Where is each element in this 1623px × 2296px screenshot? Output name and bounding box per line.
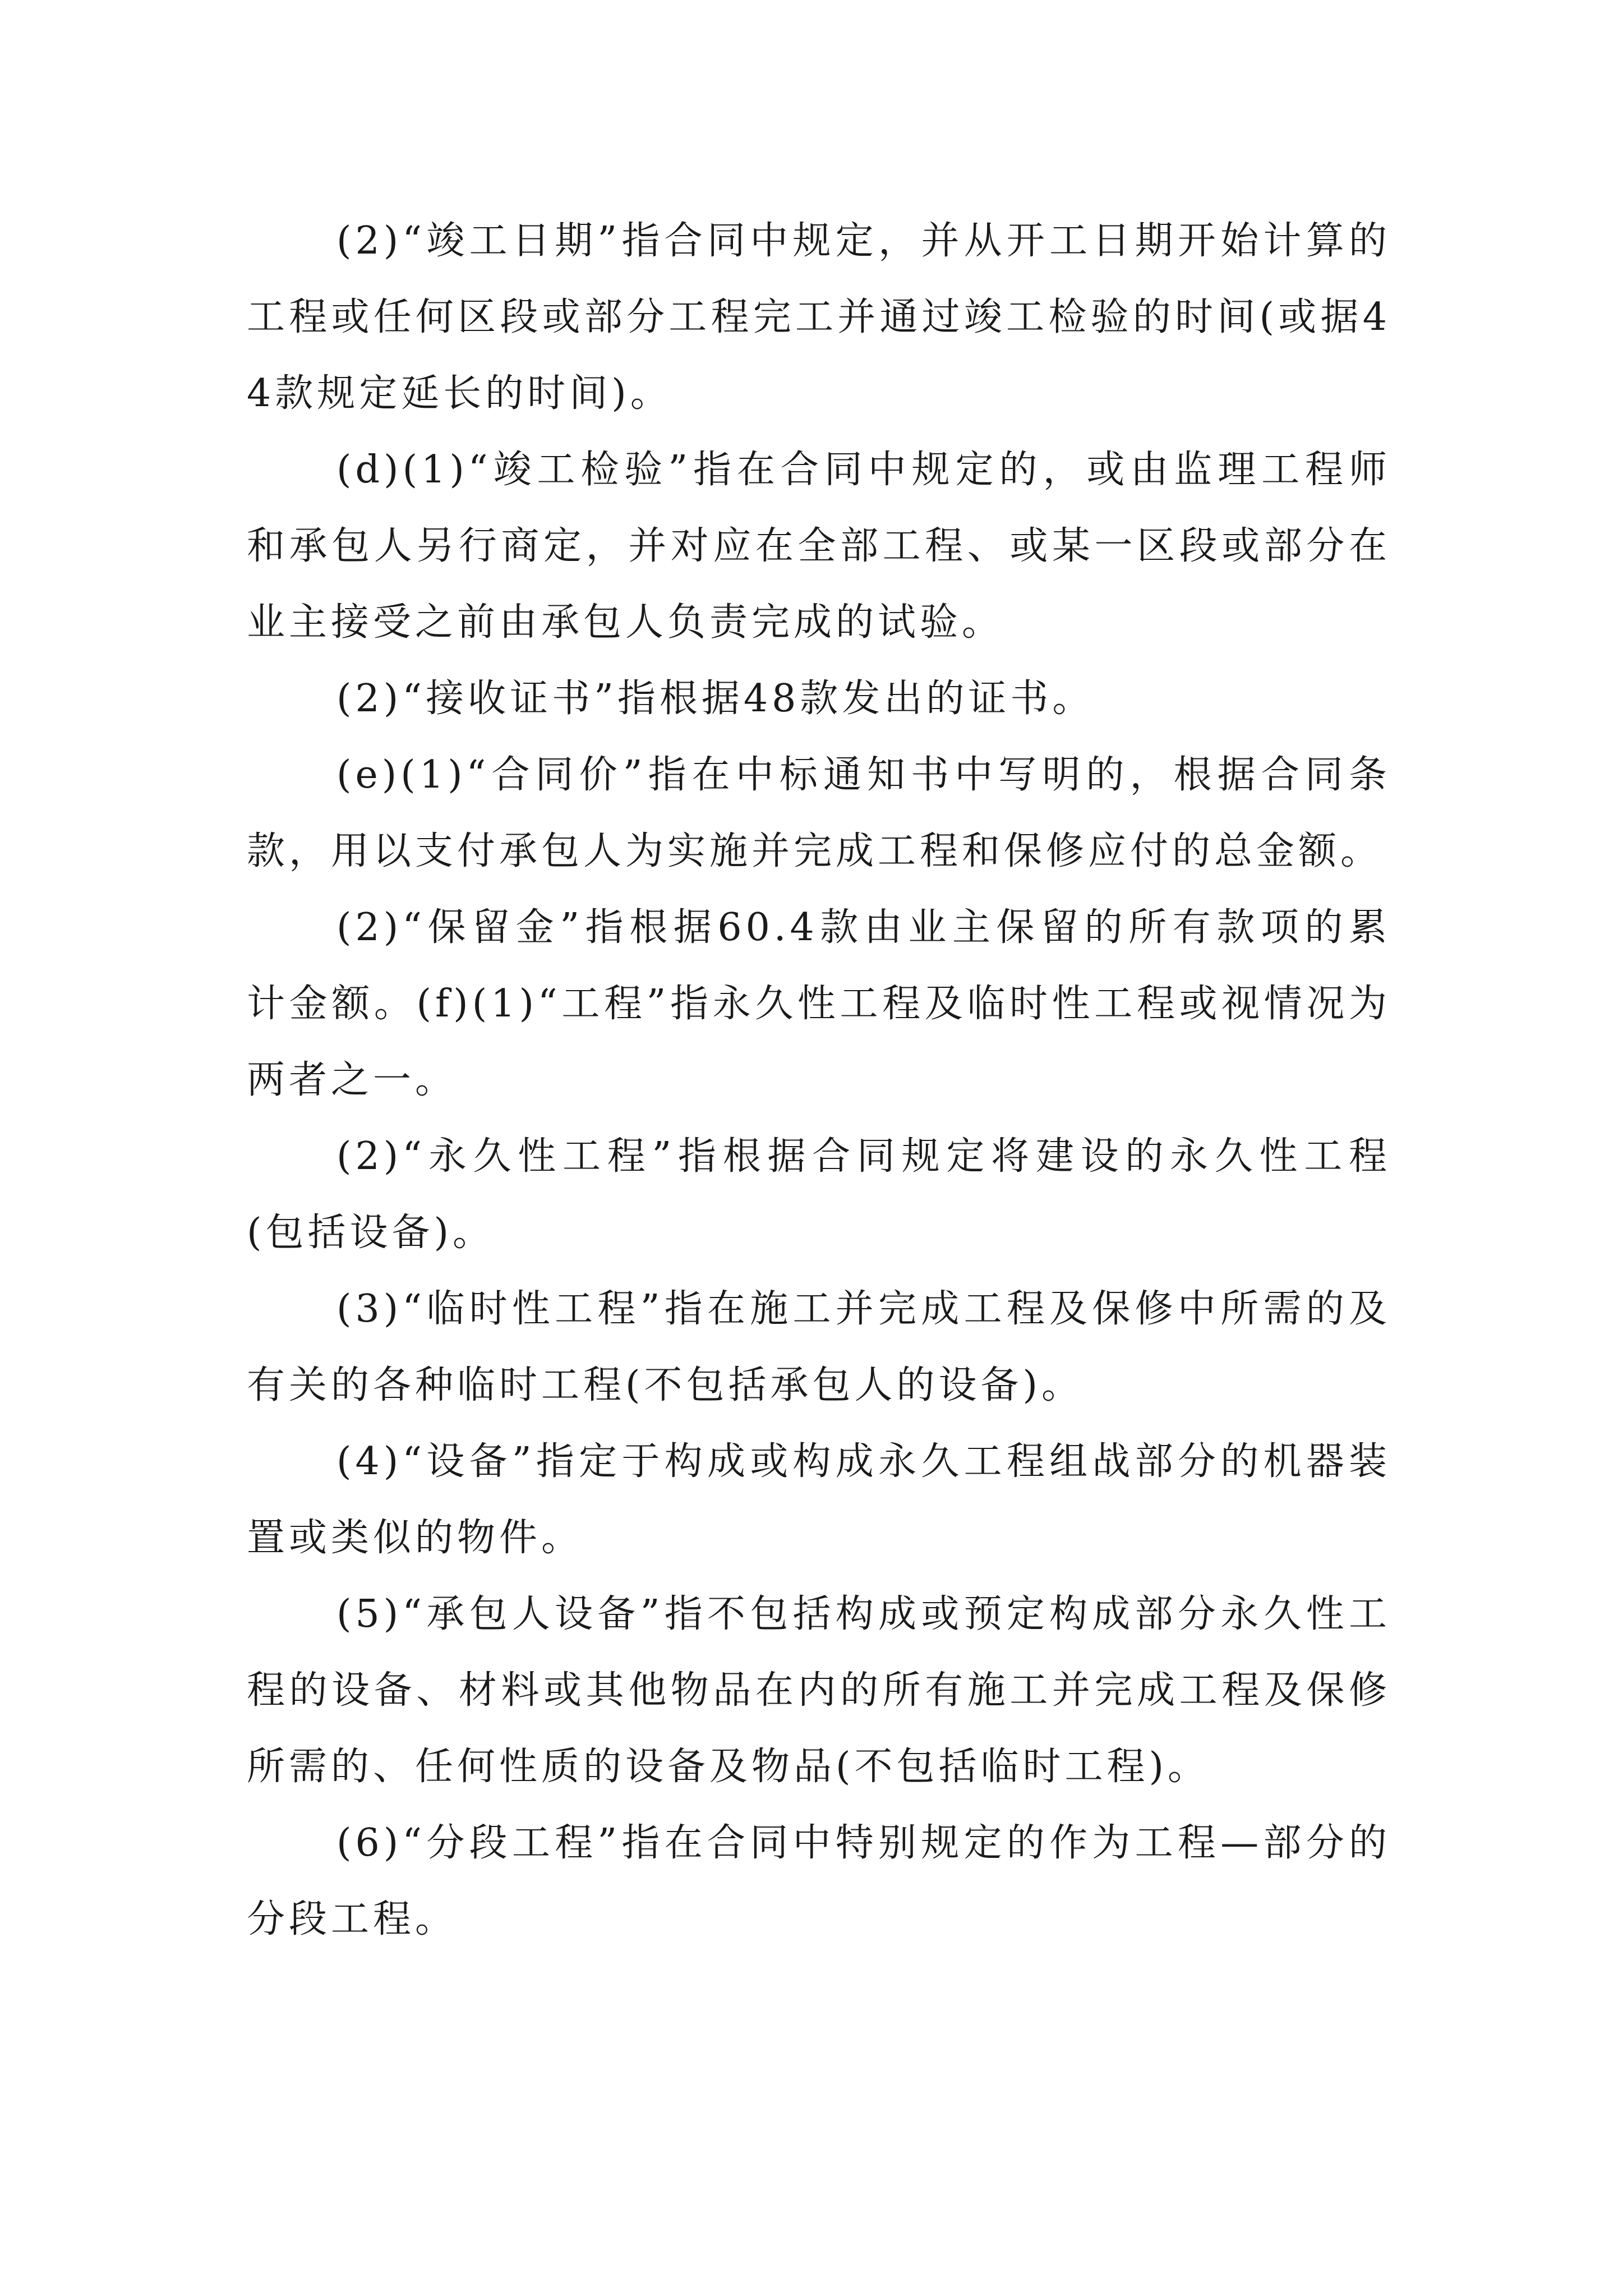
paragraph-taking-over-certificate: (2)“接收证书”指根据48款发出的证书。 [336,677,1095,721]
paragraph-permanent-works: (2)“永久性工程”指根据合同规定将建设的永久性工程(包括设备)。 [247,1134,1391,1255]
document-body [247,203,1391,1958]
paragraph-contract-price: (e)(1)“合同价”指在中标通知书中写明的，根据合同条款，用以支付承包人为实施并完成工程和保修应付的总金额。 [247,753,1391,873]
paragraph-plant: (4)“设备”指定于构成或构成永久工程组战部分的机器装置或类似的物件。 [247,1439,1391,1560]
paragraph-retention-money: (2)“保留金”指根据60.4款由业主保留的所有款项的累计金额。(f)(1)“工程”指永久性工程及临时性工程或视情况为两者之一。 [247,905,1391,1102]
paragraph-contractor-equipment: (5)“承包人设备”指不包括构成或预定构成部分永久性工程的设备、材料或其他物品在内的所有施工并完成工程及保修所需的、任何性质的设备及物品(不包括临时工程)。 [247,1592,1391,1789]
paragraph-temporary-works: (3)“临时性工程”指在施工并完成工程及保修中所需的及有关的各种临时工程(不包括承包人的设备)。 [247,1287,1391,1407]
paragraph-completion-date: (2)“竣工日期”指合同中规定，并从开工日期开始计算的工程或任何区段或部分工程完工并通过竣工检验的时间(或据44款规定延长的时间)。 [247,219,1391,416]
paragraph-completion-tests: (d)(1)“竣工检验”指在合同中规定的，或由监理工程师和承包人另行商定，并对应在全部工程、或某一区段或部分在业主接受之前由承包人负责完成的试验。 [247,448,1391,645]
paragraph-section: (6)“分段工程”指在合同中特别规定的作为工程—部分的分段工程。 [247,1821,1391,1941]
